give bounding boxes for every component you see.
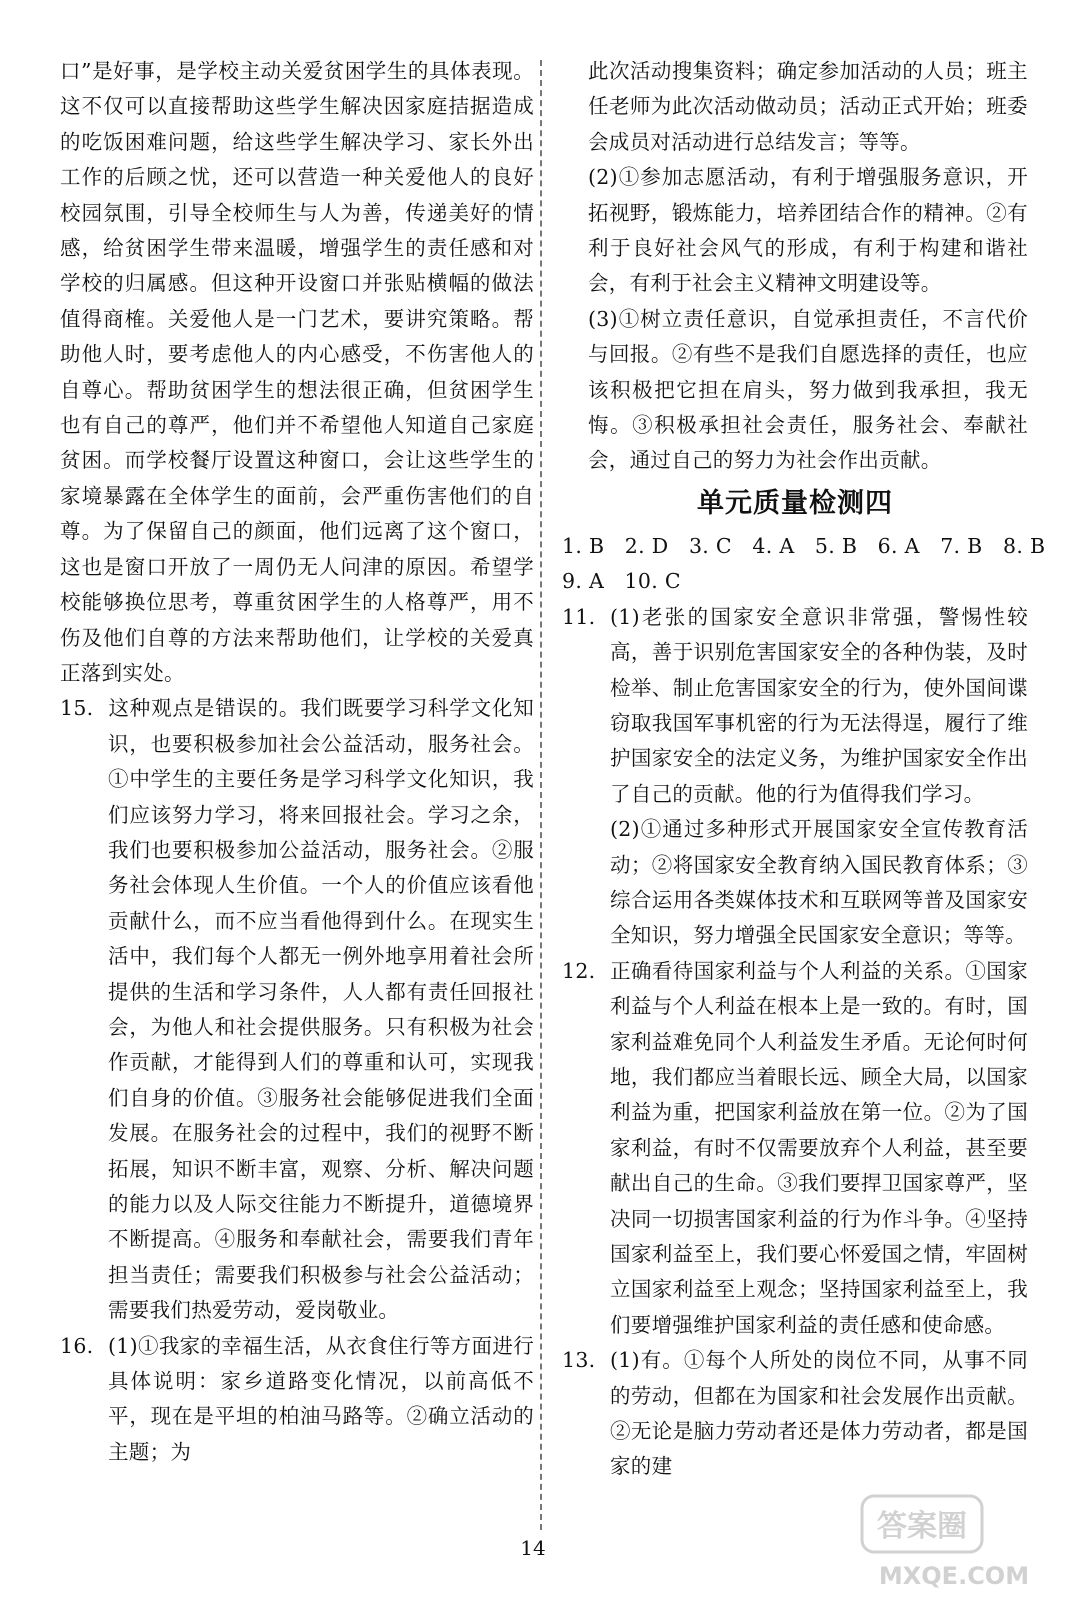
question-13 (562, 1343, 1028, 1485)
answer-key-line-2: 9. A 10. C (562, 569, 681, 594)
question-15 (60, 691, 534, 1328)
left-column (60, 54, 534, 1470)
question-16-text: (1)①我家的幸福生活，从衣食住行等方面进行具体说明：家乡道路变化情况，以前高低不平，现在是平坦的柏油马路等。②确立活动的主题；为 (108, 1333, 534, 1464)
question-number: 15. (60, 696, 94, 721)
paragraph-14-continued: 口”是好事，是学校主动关爱贫困学生的具体表现。这不仅可以直接帮助这些学生解决因家庭拮据造成的吃饭困难问题，给这些学生解决学习、家长外出工作的后顾之忧，还可以营造一种关爱他人的良好校园氛围，引导全校师生与人为善，传递美好的情感，给贫困学生带来温暖，增强学生的责任感和对学校的归属感。但这种开设窗口并张贴横幅的做法值得商榷。关爱他人是一门艺术，要讲究策略。帮助他人时，要考虑他人的内心感受，不伤害他人的自尊心。帮助贫困学生的想法很正确，但贫困学生也有自己的尊严，他们并不希望他人知道自己家庭贫困。而学校餐厅设置这种窗口，会让这些学生的家境暴露在全体学生的面前，会严重伤害他们的自尊。为了保留自己的颜面，他们远离了这个窗口，这也是窗口开放了一周仍无人问津的原因。希望学校能够换位思考，尊重贫困学生的人格尊严，用不伤及他们自尊的方法来帮助他们，让学校的关爱真正落到实处。 (60, 59, 534, 685)
question-number: 12. (562, 958, 596, 983)
watermark-url: MXQE.COM (878, 1562, 1030, 1590)
watermark-logo (858, 1492, 1048, 1592)
question-12 (562, 954, 1028, 1343)
question-number: 11. (562, 604, 596, 629)
question-11-part-1: (1)老张的国家安全意识非常强，警惕性较高，善于识别危害国家安全的各种伪装，及时检举、制止危害国家安全的行为，使外国间谍窃取我国军事机密的行为无法得逞，履行了维护国家安全的法定义务，为维护国家安全作出了自己的贡献。他的行为值得我们学习。 (610, 604, 1028, 806)
question-15-text: 这种观点是错误的。我们既要学习科学文化知识，也要积极参加社会公益活动，服务社会。①中学生的主要任务是学习科学文化知识，我们应该努力学习，将来回报社会。学习之余，我们也要积极参加公益活动，服务社会。②服务社会体现人生价值。一个人的价值应该看他贡献什么，而不应当看他得到什么。在现实生活中，我们每个人都无一例外地享用着社会所提供的生活和学习条件，人人都有责任回报社会，为他人和社会提供服务。只有积极为社会作贡献，才能得到人们的尊重和认可，实现我们自身的价值。③服务社会能够促进我们全面发展。在服务社会的过程中，我们的视野不断拓展，知识不断丰富，观察、分析、解决问题的能力以及人际交往能力不断提升，道德境界不断提高。④服务和奉献社会，需要我们青年担当责任；需要我们积极参与社会公益活动；需要我们热爱劳动，爱岗敬业。 (108, 696, 534, 1323)
question-13-text: (1)有。①每个人所处的岗位不同，从事不同的劳动，但都在为国家和社会发展作出贡献。②无论是脑力劳动者还是体力劳动者，都是国家的建 (610, 1348, 1028, 1479)
question-number: 13. (562, 1348, 596, 1373)
question-16 (60, 1329, 534, 1471)
answer-key-line-1: 1. B 2. D 3. C 4. A 5. B 6. A 7. B 8. B (562, 533, 1046, 558)
column-divider (540, 60, 542, 1530)
watermark-text: 答案圈 (877, 1509, 967, 1544)
question-number: 16. (60, 1333, 94, 1358)
section-title: 单元质量检测四 (697, 487, 893, 519)
question-12-text: 正确看待国家利益与个人利益的关系。①国家利益与个人利益在根本上是一致的。有时，国家利益难免同个人利益发生矛盾。无论何时何地，我们都应当着眼长远、顾全大局，以国家利益为重，把国家利益放在第一位。②为了国家利益，有时不仅需要放弃个人利益，甚至要献出自己的生命。③我们要捍卫国家尊严，坚决同一切损害国家利益的行为作斗争。④坚持国家利益至上，我们要心怀爱国之情，牢固树立国家利益至上观念；坚持国家利益至上，我们要增强维护国家利益的责任感和使命感。 (610, 958, 1028, 1337)
question-11 (562, 600, 1028, 812)
question-16-part-3: (3)①树立责任意识，自觉承担责任，不言代价与回报。②有些不是我们自愿选择的责任，也应该积极把它担在肩头，努力做到我承担，我无悔。③积极承担社会责任，服务社会、奉献社会，通过自己的努力为社会作出贡献。 (588, 306, 1028, 473)
page-number: 14 (520, 1536, 546, 1560)
right-column (562, 54, 1046, 1485)
question-11-part-2: (2)①通过多种形式开展国家安全宣传教育活动；②将国家安全教育纳入国民教育体系；③综合运用各类媒体技术和互联网等普及国家安全知识，努力增强全民国家安全意识；等等。 (610, 817, 1028, 948)
question-16-continued: 此次活动搜集资料；确定参加活动的人员；班主任老师为此次活动做动员；活动正式开始；班委会成员对活动进行总结发言；等等。 (588, 59, 1028, 154)
question-16-part-2: (2)①参加志愿活动，有利于增强服务意识，开拓视野，锻炼能力，培养团结合作的精神。②有利于良好社会风气的形成，有利于构建和谐社会，有利于社会主义精神文明建设等。 (588, 165, 1028, 296)
